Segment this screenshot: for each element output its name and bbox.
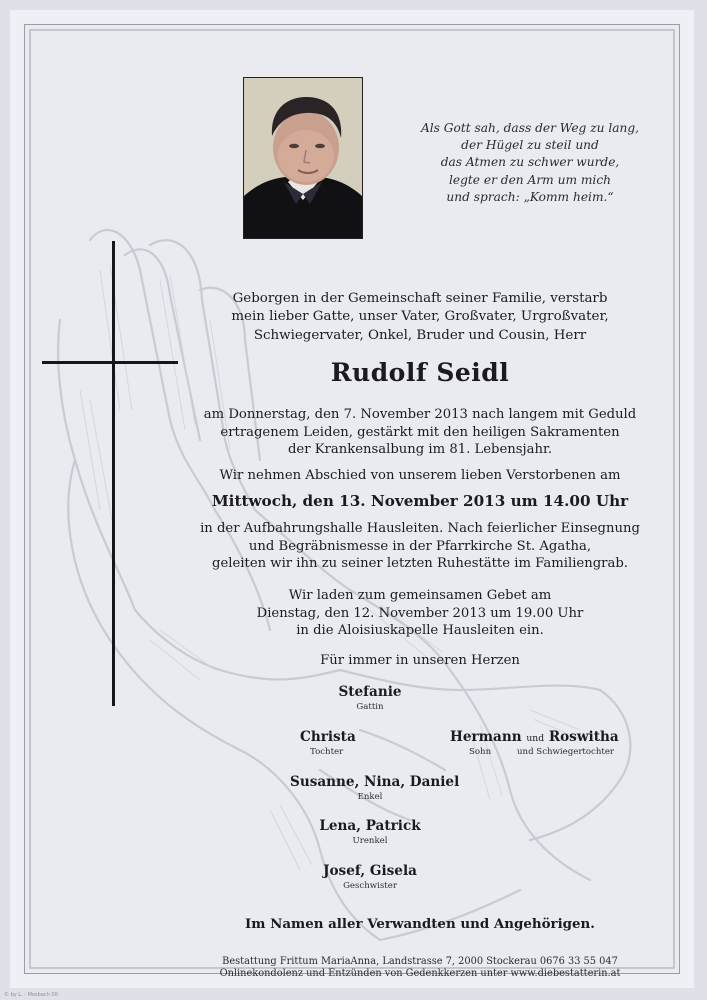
deceased-name: Rudolf Seidl (330, 358, 510, 387)
family-great-grandchildren-name: Lena, Patrick (319, 818, 421, 834)
funeral-date: Mittwoch, den 13. November 2013 um 14.00 Uhr (211, 492, 629, 510)
intro-text (195, 290, 645, 345)
portrait-image (244, 78, 362, 238)
motto (195, 652, 645, 670)
family-son-role: Sohn (469, 747, 492, 757)
prayer-line: Dienstag, den 12. November 2013 um 19.00 Uhr (256, 605, 584, 621)
family-son-name: Hermann (450, 729, 522, 745)
intro-line: mein lieber Gatte, unser Vater, Großvater, Urgroßvater, (231, 309, 609, 325)
funeral-line: und Begräbnismesse in der Pfarrkirche St. Agatha, (248, 538, 592, 554)
funeral-line: in der Aufbahrungshalle Hausleiten. Nach feierlicher Einsegnung (200, 521, 640, 536)
prayer-text (195, 587, 645, 640)
intro-line: Geborgen in der Gemeinschaft seiner Familie, verstarb (232, 291, 608, 306)
family-daughter-name: Christa (300, 729, 356, 745)
poem-line: und sprach: „Komm heim.“ (446, 189, 614, 204)
farewell-text (195, 467, 645, 485)
family-wife-role: Gattin (356, 702, 384, 712)
prayer-line: Wir laden zum gemeinsamen Gebet am (288, 588, 552, 603)
image-credit: © by L. - Mosbach 00 (4, 992, 58, 998)
footer (195, 956, 645, 981)
death-line: der Krankensalbung im 81. Lebensjahr. (287, 442, 553, 458)
death-line: am Donnerstag, den 7. November 2013 nach langem mit Geduld (203, 407, 637, 422)
family-daughter-role: Tochter (310, 747, 344, 757)
family-son-partner-role: und Schwiegertochter (517, 747, 615, 757)
family-siblings-role: Geschwister (343, 881, 397, 891)
prayer-line: in die Aloisiuskapelle Hausleiten ein. (296, 623, 544, 639)
poem-line: das Atmen zu schwer wurde, (440, 155, 620, 170)
family-grandchildren-name: Susanne, Nina, Daniel (290, 774, 460, 790)
farewell-line: Wir nehmen Abschied von unserem lieben Verstorbenen am (219, 468, 621, 483)
funeral-text (195, 520, 645, 573)
death-line: ertragenem Leiden, gestärkt mit den heiligen Sakramenten (220, 424, 620, 440)
footer-line: Bestattung Frittum MariaAnna, Landstrasse 7, 2000 Stockerau 0676 33 55 047 (222, 956, 618, 967)
family-grandchildren-role: Enkel (357, 792, 383, 802)
death-text (195, 406, 645, 459)
family-wife-name: Stefanie (338, 684, 402, 700)
cross-horizontal-bar (42, 361, 178, 364)
poem-line: legte er den Arm um mich (448, 172, 611, 187)
poem-line: der Hügel zu steil und (461, 138, 599, 153)
cross-vertical-bar (112, 241, 115, 706)
poem-line: Als Gott sah, dass der Weg zu lang, (420, 121, 640, 135)
family-siblings-name: Josef, Gisela (323, 863, 417, 879)
intro-line: Schwiegervater, Onkel, Bruder und Cousin, Herr (253, 327, 587, 343)
motto-line: Für immer in unseren Herzen (320, 653, 520, 668)
family-great-grandchildren-role: Urenkel (352, 836, 388, 846)
family-son-names (450, 729, 630, 745)
footer-line: Onlinekondolenz und Entzünden von Gedenkkerzen unter www.diebestatterin.at (219, 968, 621, 980)
funeral-line: geleiten wir ihn zu seiner letzten Ruhestätte im Familiengrab. (212, 556, 628, 572)
closing-text: Im Namen aller Verwandten und Angehörigen. (245, 916, 595, 932)
poem (420, 120, 640, 206)
family-son-partner-name: Roswitha (548, 729, 619, 745)
portrait-photo (243, 77, 363, 239)
family-son-and: und (526, 733, 545, 744)
obituary-page (10, 10, 694, 988)
